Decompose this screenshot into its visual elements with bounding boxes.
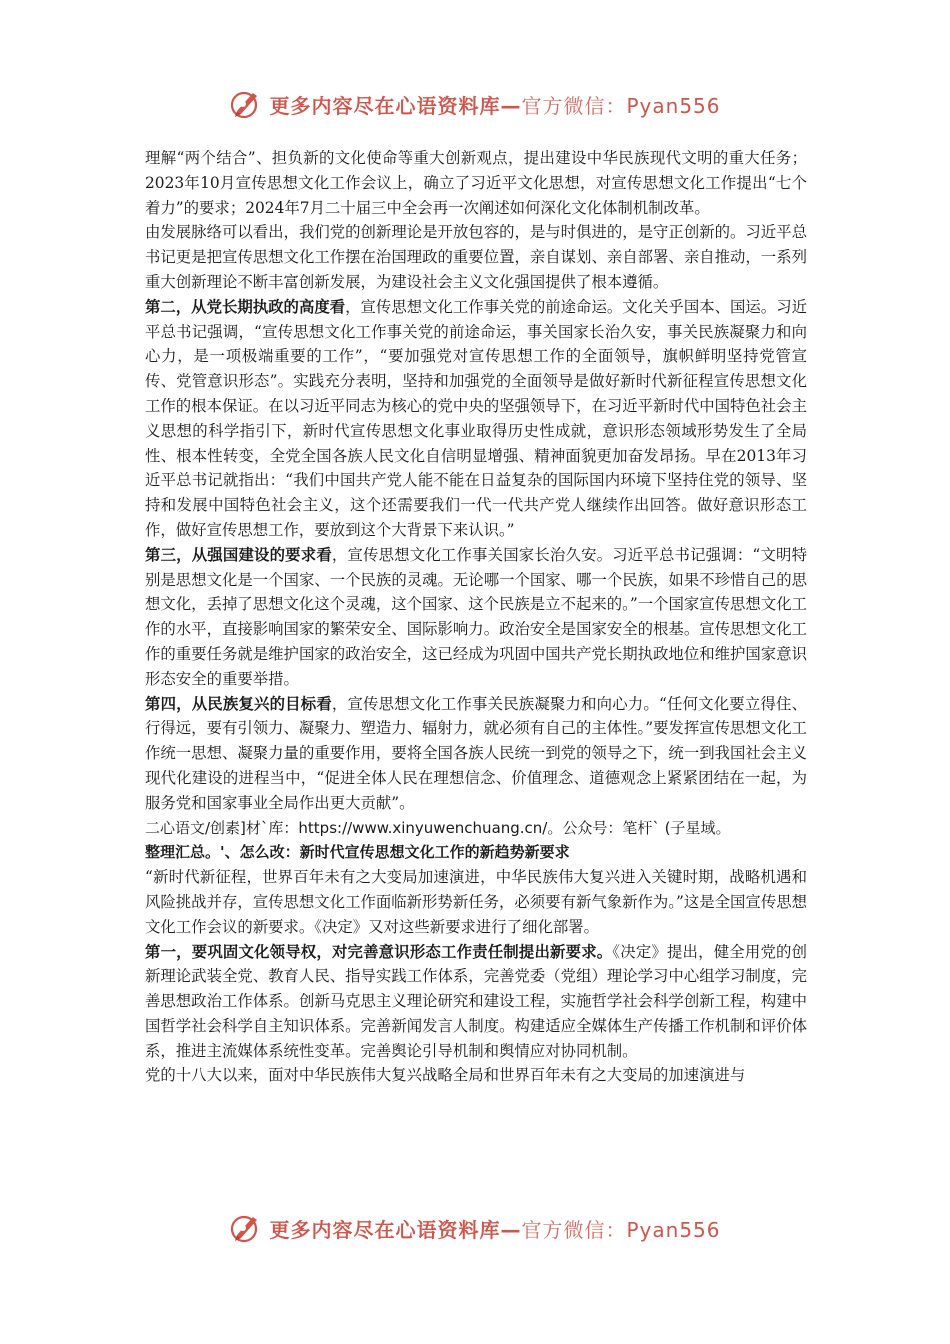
banner-dash: —: [500, 93, 522, 118]
banner-dash: —: [500, 1217, 522, 1242]
paragraph-text: 《决定》提出，健全用党的创新理论武装全党、教育人民、指导实践工作体系，完善党委（党组）理论学习中心组学习制度，完善思想政治工作体系。创新马克思主义理论研究和建设工程，实施哲学社会科学创新工程，构建中国哲学社会科学自主知识体系。完善新闻发言人制度。构建适应全媒体生产传播工作机制和评价体系，推进主流媒体系统性变革。完善舆论引导机制和舆情应对协同机制。: [145, 942, 807, 1060]
paragraph-text: ，宣传思想文化工作事关国家长治久安。习近平总书记强调：“文明特别是思想文化是一个国家、一个民族的灵魂。无论哪一个国家、哪一个民族，如果不珍惜自己的思想文化，丢掉了思想文化这个灵魂，这个国家、这个民族是立不起来的。”一个国家宣传思想文化工作的水平，直接影响国家的繁荣安全、国际影响力。政治安全是国家安全的根基。宣传思想文化工作的重要任务就是维护国家的政治安全，这已经成为巩固中国共产党长期执政地位和维护国家意识形态安全的重要举措。: [145, 545, 807, 688]
paragraph-6: [145, 865, 807, 939]
banner-code: Pyan556: [626, 1217, 721, 1242]
header-banner: [0, 86, 950, 122]
banner-main: 更多内容尽在心语资料库: [269, 1217, 501, 1242]
footer-banner: [0, 1210, 950, 1246]
banner-sub: 官方微信：: [521, 93, 627, 118]
banner-text: [269, 90, 720, 119]
paragraph-text: 由发展脉络可以看出，我们党的创新理论是开放包容的，是与时俱进的，是守正创新的。习近平总书记更是把宣传思想文化工作摆在治国理政的重要位置，亲自谋划、亲自部署、亲自推动，一系列重大创新理论不断丰富创新发展，为建设社会主义文化强国提供了根本遵循。: [145, 223, 807, 291]
section-heading: 整理汇总。'、怎么改：新时代宣传思想文化工作的新趋势新要求: [145, 843, 570, 862]
paragraph-7: [145, 940, 807, 1064]
paragraph-text: “新时代新征程，世界百年未有之大变局加速演进，中华民族伟大复兴进入关键时期，战略机遇和风险挑战并存，宣传思想文化工作面临新形势新任务，必须要有新气象新作为。”这是全国宣传思想文化工作会议的新要求。《决定》又对这些新要求进行了细化部署。: [145, 868, 807, 936]
pen-circle-logo-icon: [229, 1211, 263, 1245]
source-line: 二心语文/创素]材`库：https://www.xinyuwenchuang.cn/。公众号：笔杆` (子星域。: [145, 818, 731, 837]
document-body: [145, 146, 807, 1088]
paragraph-lead: 第三，从强国建设的要求看: [145, 545, 332, 564]
banner-code: Pyan556: [626, 93, 721, 118]
paragraph-1: [145, 146, 807, 220]
paragraph-lead: 第二，从党长期执政的高度看: [145, 297, 346, 316]
banner-sub: 官方微信：: [521, 1217, 627, 1242]
paragraph-5: [145, 692, 807, 816]
paragraph-4: [145, 543, 807, 692]
banner-text: [269, 1214, 720, 1243]
paragraph-text: ，宣传思想文化工作事关党的前途命运。文化关乎国本、国运。习近平总书记强调，“宣传思想文化工作事关党的前途命运，事关国家长治久安，事关民族凝聚力和向心力，是一项极端重要的工作”，“要加强党对宣传思想工作的全面领导，旗帜鲜明坚持党管宣传、党管意识形态”。实践充分表明，坚持和加强党的全面领导是做好新时代新征程宣传思想文化工作的根本保证。在以习近平同志为核心的党中央的坚强领导下，在习近平新时代中国特色社会主义思想的科学指引下，新时代宣传思想文化事业取得历史性成就，意识形态领域形势发生了全局性、根本性转变，全党全国各族人民文化自信明显增强、精神面貌更加奋发昂扬。早在2013年习近平总书记就指出：“我们中国共产党人能不能在日益复杂的国际国内环境下坚持住党的领导、坚持和发展中国特色社会主义，这个还需要我们一代一代共产党人继续作出回答。做好意识形态工作，做好宣传思想工作，要放到这个大背景下来认识。”: [145, 297, 807, 539]
paragraph-text: ，宣传思想文化工作事关民族凝聚力和向心力。“任何文化要立得住、行得远，要有引领力、凝聚力、塑造力、辐射力，就必须有自己的主体性。”要发挥宣传思想文化工作统一思想、凝聚力量的重要作用，要将全国各族人民统一到党的领导之下，统一到我国社会主义现代化建设的进程当中，“促进全体人民在理想信念、价值理念、道德观念上紧紧团结在一起，为服务党和国家事业全局作出更大贡献”。: [145, 694, 807, 812]
paragraph-8: [145, 1063, 807, 1088]
paragraph-2: [145, 220, 807, 294]
paragraph-text: 党的十八大以来，面对中华民族伟大复兴战略全局和世界百年未有之大变局的加速演进与: [145, 1066, 746, 1085]
banner-inner: [229, 1211, 720, 1245]
paragraph-lead: 第四，从民族复兴的目标看: [145, 694, 332, 713]
paragraph-3: [145, 295, 807, 543]
banner-inner: [229, 87, 720, 121]
banner-main: 更多内容尽在心语资料库: [269, 93, 501, 118]
pen-circle-logo-icon: [229, 87, 263, 121]
paragraph-text: 理解“两个结合”、担负新的文化使命等重大创新观点，提出建设中华民族现代文明的重大任务；2023年10月宣传思想文化工作会议上，确立了习近平文化思想，对宣传思想文化工作提出“七个着力”的要求；2024年7月二十届三中全会再一次阐述如何深化文化体制机制改革。: [145, 149, 807, 217]
paragraph-lead: 第一，要巩固文化领导权，对完善意识形态工作责任制提出新要求。: [145, 942, 613, 961]
